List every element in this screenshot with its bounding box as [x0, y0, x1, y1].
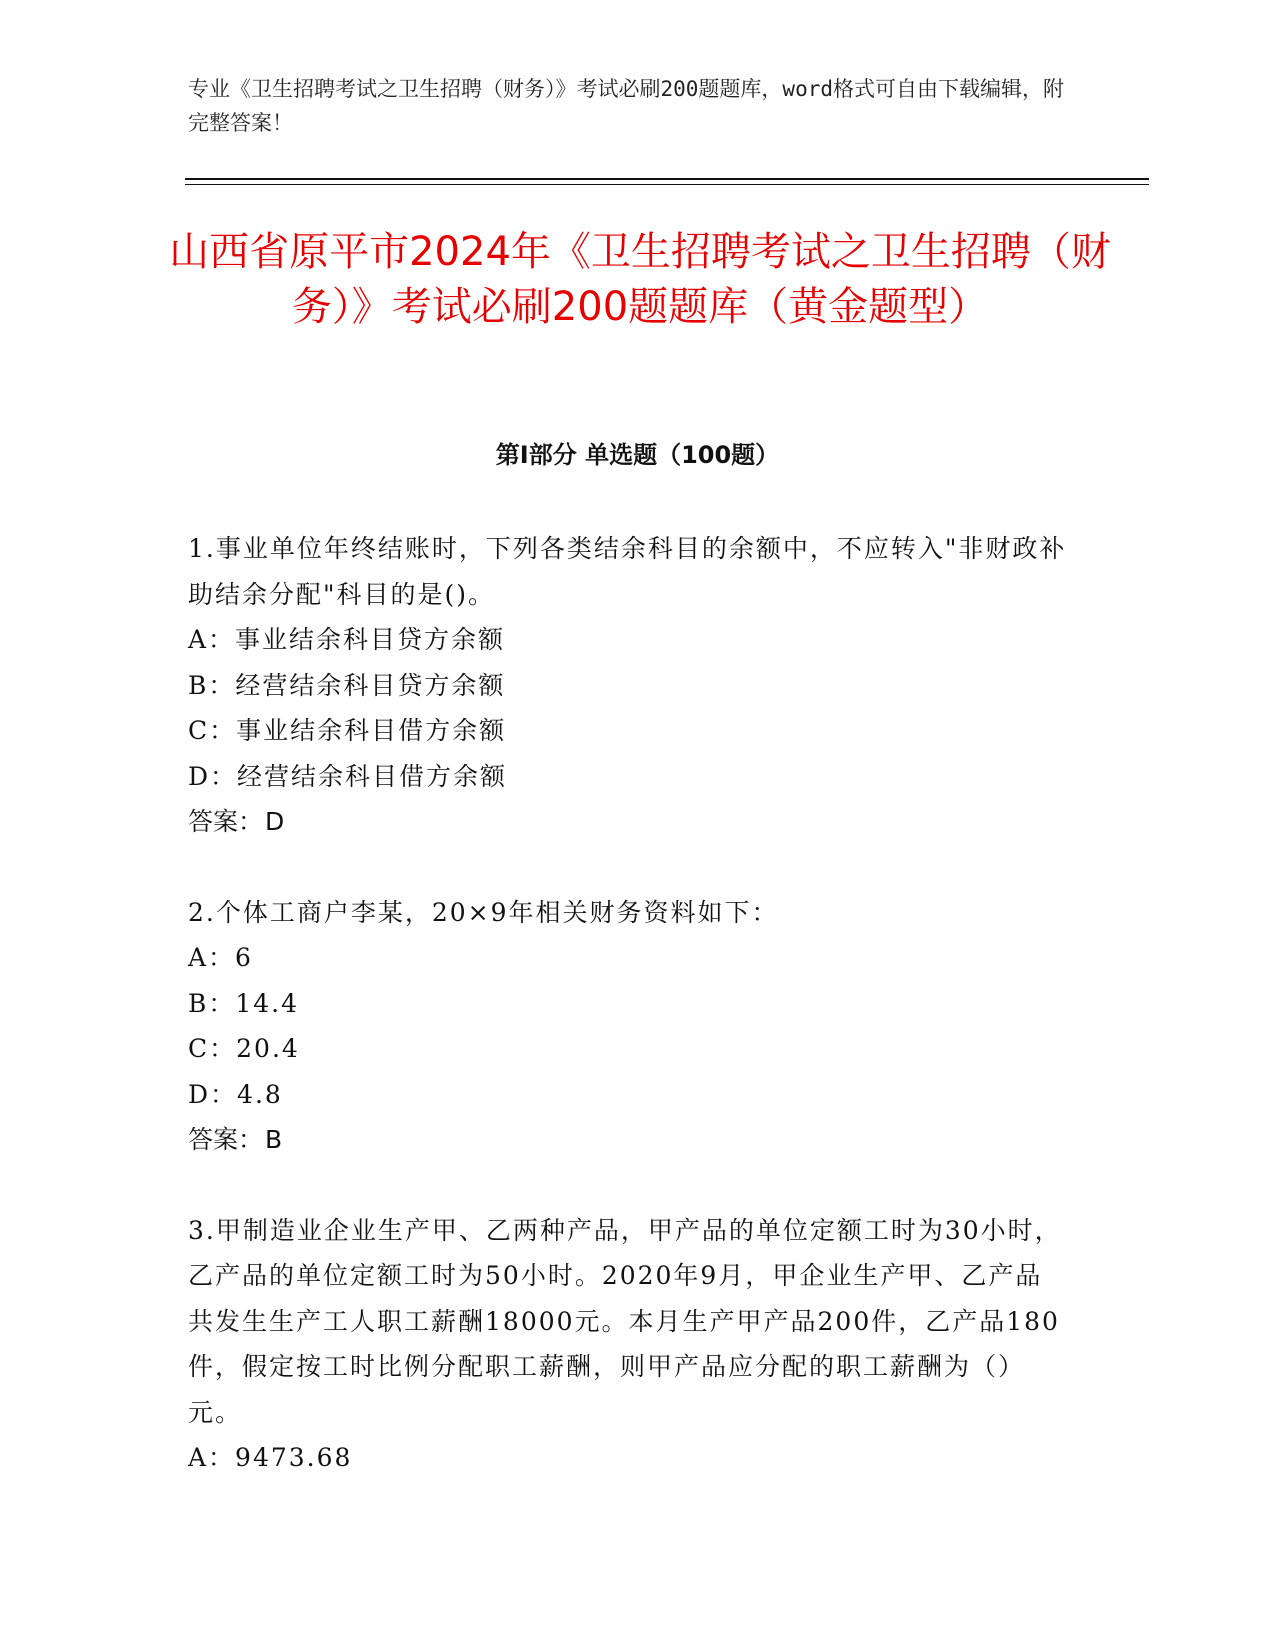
answer-label: 答案：	[188, 1125, 264, 1154]
header-rule-thick	[185, 178, 1149, 180]
question-3	[188, 1208, 1068, 1481]
question-stem: 1.事业单位年终结账时，下列各类结余科目的余额中，不应转入"非财政补助结余分配"科目的是()。	[188, 534, 1067, 609]
option-c: C：事业结余科目借方余额	[188, 716, 507, 745]
section-title: 第I部分 单选题（100题）	[495, 441, 780, 469]
question-list	[188, 526, 1068, 1526]
question-stem: 3.甲制造业企业生产甲、乙两种产品，甲产品的单位定额工时为30小时，乙产品的单位定额工时为50小时。2020年9月，甲企业生产甲、乙产品共发生生产工人职工薪酬18000元。本月生产甲产品200件，乙产品180件，假定按工时比例分配职工薪酬，则甲产品应分配的职工薪酬为（）元。	[188, 1215, 1062, 1427]
option-d: D：4.8	[188, 1079, 283, 1109]
question-2	[188, 890, 1068, 1163]
header-rule-thin	[185, 184, 1149, 185]
option-a: A：6	[188, 943, 253, 972]
header-note: 专业《卫生招聘考试之卫生招聘（财务）》考试必刷200题题库，word格式可自由下载编辑，附完整答案！	[188, 77, 1064, 135]
option-c: C：20.4	[188, 1034, 300, 1063]
answer	[188, 1117, 1068, 1163]
question-stem: 2.个体工商户李某，20×9年相关财务资料如下：	[188, 897, 779, 927]
answer-value: B	[265, 1125, 283, 1154]
option-b: B：经营结余科目贷方余额	[188, 670, 506, 700]
question-1	[188, 526, 1068, 845]
option-a: A：9473.68	[188, 1443, 353, 1472]
answer-label: 答案：	[188, 807, 264, 836]
document-title: 山西省原平市2024年《卫生招聘考试之卫生招聘（财务）》考试必刷200题题库（黄金题型）	[169, 229, 1111, 330]
option-d: D：经营结余科目借方余额	[188, 761, 508, 791]
option-a: A：事业结余科目贷方余额	[188, 625, 506, 654]
answer-value: D	[265, 807, 285, 836]
answer	[188, 799, 1068, 845]
option-b: B：14.4	[188, 988, 300, 1018]
